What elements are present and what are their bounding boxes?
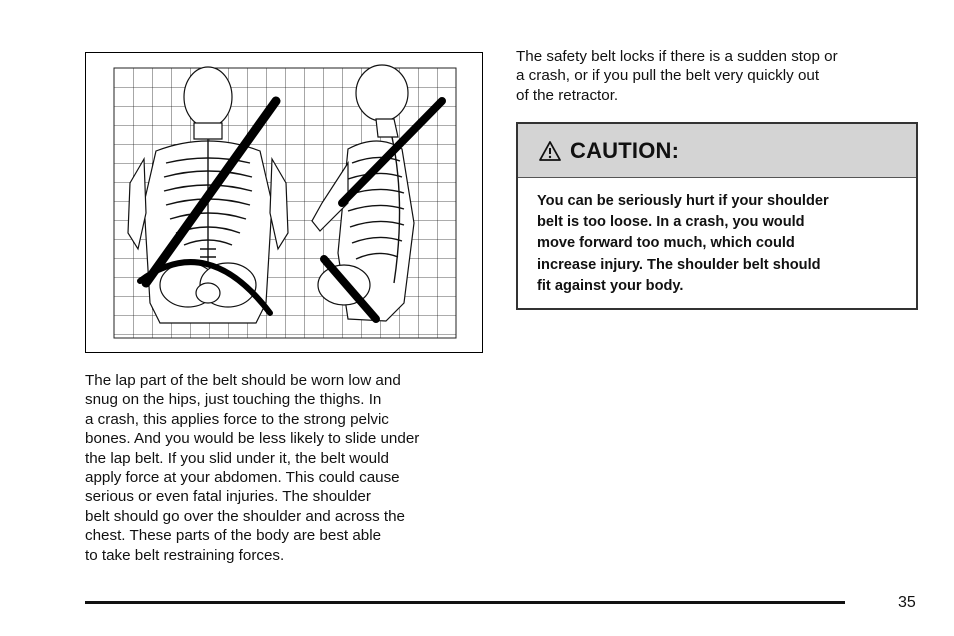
paragraph-line: a crash, or if you pull the belt very quickly out [516, 67, 820, 85]
paragraph-line: the lap belt. If you slid under it, the belt would [85, 449, 389, 467]
caution-box [516, 122, 918, 310]
seatbelt-figure [85, 52, 483, 353]
paragraph-line: serious or even fatal injuries. The shoulder [85, 488, 371, 506]
paragraph-line: a crash, this applies force to the strong pelvic [85, 410, 389, 428]
paragraph-line: The safety belt locks if there is a sudden stop or [516, 48, 838, 65]
caution-header [518, 124, 916, 178]
caution-text [518, 178, 916, 297]
caution-line: increase injury. The shoulder belt should [537, 256, 821, 273]
caution-line: belt is too loose. In a crash, you would [537, 214, 805, 231]
paragraph-line: apply force at your abdomen. This could cause [85, 469, 400, 487]
seatbelt-skeleton-illustration [86, 53, 482, 352]
caution-line: You can be seriously hurt if your shoulder [537, 193, 829, 209]
caution-title: CAUTION: [570, 137, 680, 163]
caution-line: fit against your body. [537, 277, 684, 294]
warning-triangle-icon [538, 140, 562, 162]
page-number: 35 [898, 594, 916, 611]
footer-divider [85, 601, 845, 604]
belt-lock-paragraph [516, 47, 916, 105]
paragraph-line: of the retractor. [516, 86, 619, 104]
paragraph-line: chest. These parts of the body are best able [85, 527, 382, 545]
caution-line: move forward too much, which could [537, 235, 795, 252]
paragraph-line: snug on the hips, just touching the thighs. In [85, 391, 382, 409]
paragraph-line: belt should go over the shoulder and across the [85, 507, 405, 525]
paragraph-line: to take belt restraining forces. [85, 546, 285, 564]
paragraph-line: The lap part of the belt should be worn low and [85, 372, 401, 389]
paragraph-line: bones. And you would be less likely to slide under [85, 430, 420, 448]
lap-belt-paragraph [85, 371, 490, 565]
